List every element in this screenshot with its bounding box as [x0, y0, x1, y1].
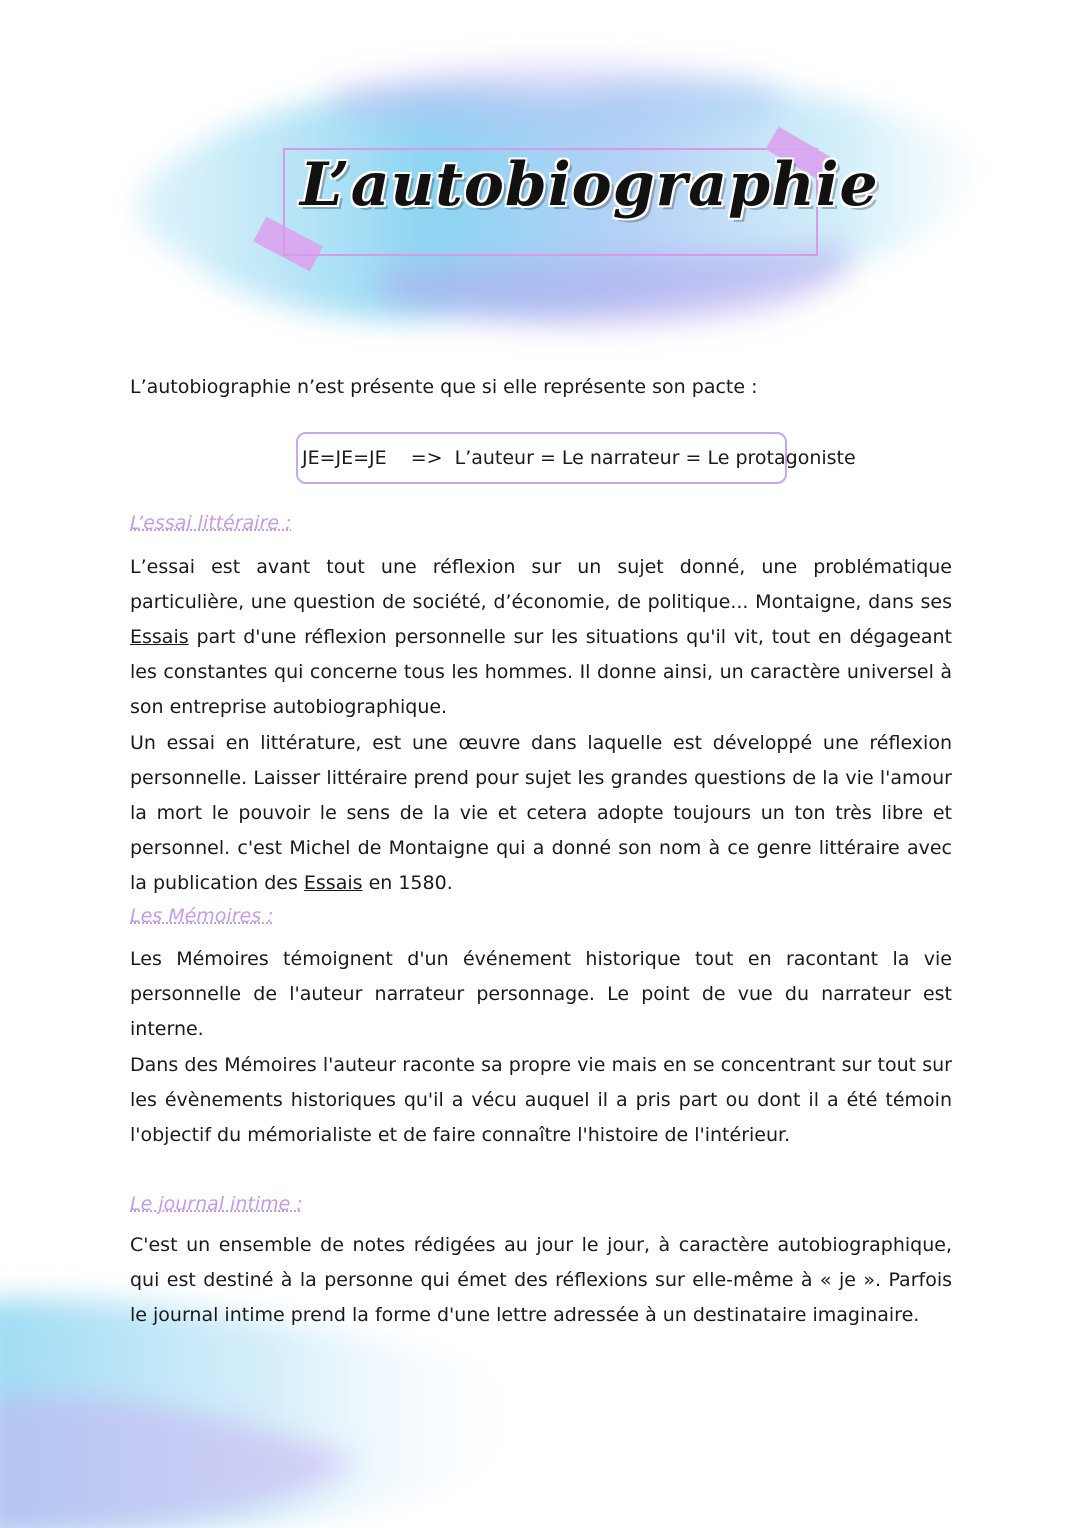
pact-formula: JE=JE=JE	[302, 447, 387, 469]
heading-memoires: Les Mémoires :	[130, 905, 274, 927]
essai-paragraph-1	[130, 550, 952, 725]
essai-p2-a: Un essai en littérature, est une œuvre dans laquelle est développé une réflexion personnelle. Laisser littéraire prend pour sujet les grandes questions de la vie l'amour la mort le pouvoir le sens de la vie et cetera adopte toujours un ton très libre et personnel. c'est Michel de Montaigne qui a donné son nom à ce genre littéraire avec la publication des	[130, 732, 952, 894]
essai-p1-b: part d'une réflexion personnelle sur les situations qu'il vit, tout en dégageant les constantes qui concerne tous les hommes. Il donne ainsi, un caractère universel à son entreprise autobiographique.	[130, 626, 952, 718]
essai-paragraph-2	[130, 726, 952, 901]
essais-title-ref: Essais	[130, 626, 189, 648]
heading-journal: Le journal intime :	[130, 1193, 303, 1215]
journal-paragraph-1: C'est un ensemble de notes rédigées au jour le jour, à caractère autobiographique, qui est destiné à la personne qui émet des réflexions sur elle-même à « je ». Parfois le journal intime prend la forme d'une lettre adressée à un destinataire imaginaire.	[130, 1234, 952, 1326]
page-title: L’autobiographie	[300, 150, 879, 220]
essais-title-ref-2: Essais	[303, 872, 363, 894]
pact-box	[296, 432, 856, 484]
memoires-paragraph-2: Dans des Mémoires l'auteur raconte sa propre vie mais en se concentrant sur tout sur les évènements historiques qu'il a vécu auquel il a pris part ou dont il a été témoin l'objectif du mémorialiste et de faire connaître l'histoire de l'intérieur.	[130, 1054, 952, 1146]
essai-p2-b: en 1580.	[362, 872, 453, 894]
pact-arrow: =>	[410, 447, 443, 469]
intro-text: L’autobiographie n’est présente que si elle représente son pacte :	[130, 376, 758, 398]
essai-p1-a: L’essai est avant tout une réflexion sur un sujet donné, une problématique particulière, une question de société, d’économie, de politique... Montaigne, dans ses	[130, 556, 952, 613]
heading-essai: L’essai littéraire :	[130, 512, 292, 534]
pact-definition: L’auteur = Le narrateur = Le protagoniste	[454, 447, 856, 469]
memoires-paragraph-1: Les Mémoires témoignent d'un événement historique tout en racontant la vie personnelle de l'auteur narrateur personnage. Le point de vue du narrateur est interne.	[130, 948, 952, 1040]
